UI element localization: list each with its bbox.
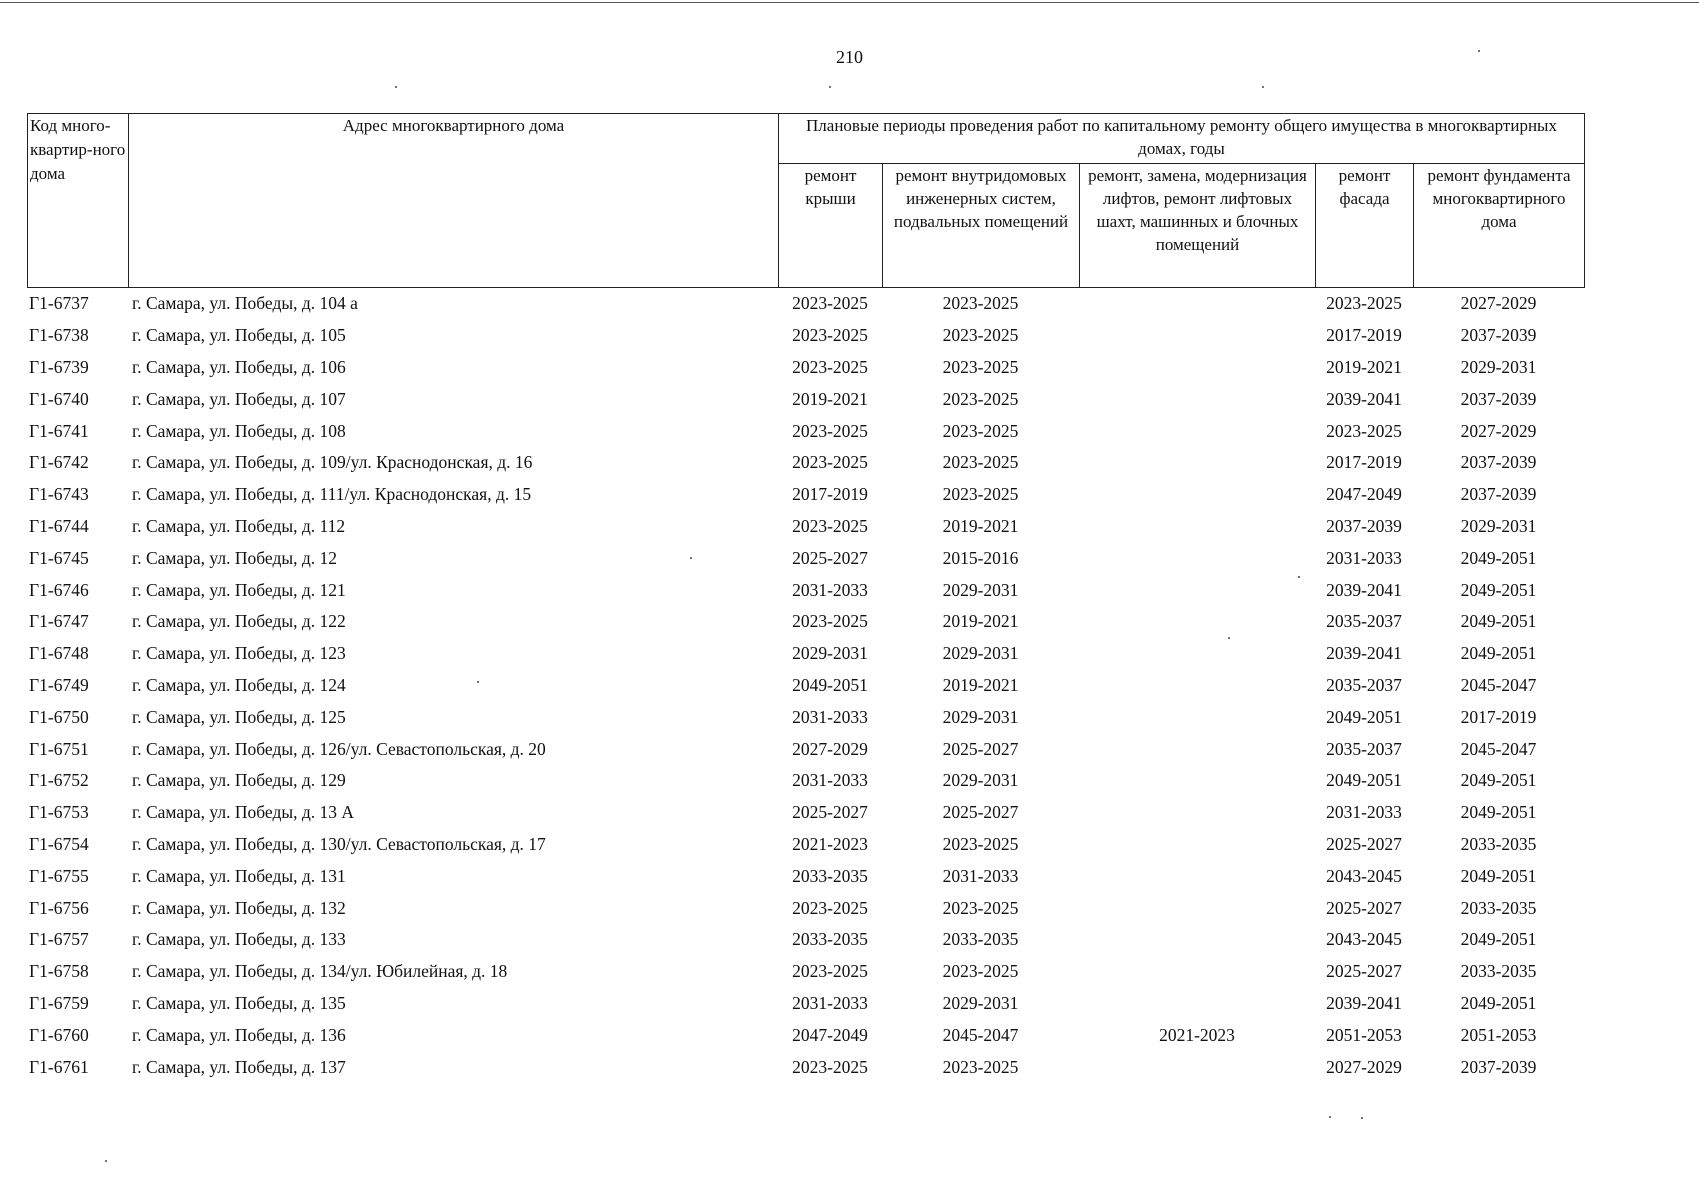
cell-code: Г1-6758 [29,961,89,982]
cell-address: г. Самара, ул. Победы, д. 122 [132,611,346,632]
cell-address: г. Самара, ул. Победы, д. 126/ул. Севастопольская, д. 20 [132,738,546,759]
table-row [27,415,1584,447]
cell-facade: 2039-2041 [1326,579,1402,600]
cell-elevators [1079,860,1315,892]
cell-engineering: 2023-2025 [942,293,1019,314]
cell-address: г. Самара, ул. Победы, д. 121 [132,579,346,600]
table-row [27,860,1584,892]
cell-elevators [1079,447,1315,479]
cell-elevators [1079,797,1315,829]
cell-roof: 2031-2033 [792,706,868,727]
table-row [27,797,1584,829]
cell-facade: 2023-2025 [1326,420,1402,441]
cell-roof: 2031-2033 [792,579,868,600]
cell-foundation: 2049-2051 [1460,802,1537,823]
cell-foundation: 2027-2029 [1460,420,1537,441]
table-row [27,924,1584,956]
cell-facade: 2017-2019 [1326,452,1402,473]
cell-foundation: 2049-2051 [1460,611,1537,632]
cell-engineering: 2023-2025 [942,484,1019,505]
cell-roof: 2023-2025 [792,325,868,346]
cell-address: г. Самара, ул. Победы, д. 109/ул. Краснодонская, д. 16 [132,452,533,473]
cell-foundation: 2037-2039 [1460,452,1537,473]
scan-top-border [0,2,1699,3]
cell-code: Г1-6744 [29,515,89,536]
cell-foundation: 2049-2051 [1460,643,1537,664]
cell-elevators [1079,701,1315,733]
cell-elevators [1079,1051,1315,1083]
cell-code: Г1-6747 [29,611,89,632]
cell-roof: 2047-2049 [792,1024,868,1045]
cell-address: г. Самара, ул. Победы, д. 106 [132,356,346,377]
cell-foundation: 2033-2035 [1460,961,1537,982]
cell-facade: 2017-2019 [1326,325,1402,346]
cell-facade: 2035-2037 [1326,611,1402,632]
cell-engineering: 2025-2027 [942,738,1019,759]
cell-foundation: 2049-2051 [1460,992,1537,1013]
cell-code: Г1-6741 [29,420,89,441]
table-row [27,1019,1584,1051]
cell-code: Г1-6760 [29,1024,89,1045]
cell-facade: 2027-2029 [1326,1056,1402,1077]
cell-code: Г1-6759 [29,992,89,1013]
cell-engineering: 2033-2035 [942,929,1019,950]
cell-foundation: 2049-2051 [1460,865,1537,886]
table-row [27,383,1584,415]
cell-elevators [1079,670,1315,702]
header-periods-group: Плановые периоды проведения работ по капитальному ремонту общего имущества в многоквартирных домах, годы [779,114,1585,164]
cell-elevators [1079,829,1315,861]
header-address: Адрес многоквартирного дома [129,114,779,288]
cell-foundation: 2049-2051 [1460,929,1537,950]
cell-roof: 2033-2035 [792,865,868,886]
cell-foundation: 2033-2035 [1460,897,1537,918]
cell-engineering: 2019-2021 [942,611,1019,632]
cell-roof: 2023-2025 [792,515,868,536]
cell-engineering: 2029-2031 [942,770,1019,791]
cell-address: г. Самара, ул. Победы, д. 112 [132,515,346,536]
cell-elevators [1079,924,1315,956]
table-row [27,574,1584,606]
cell-roof: 2023-2025 [792,356,868,377]
cell-elevators [1079,574,1315,606]
cell-facade: 2039-2041 [1326,388,1402,409]
cell-roof: 2023-2025 [792,452,868,473]
table-row [27,288,1584,320]
cell-address: г. Самара, ул. Победы, д. 130/ул. Севастопольская, д. 17 [132,833,546,854]
cell-engineering: 2029-2031 [942,579,1019,600]
cell-foundation: 2049-2051 [1460,547,1537,568]
cell-roof: 2027-2029 [792,738,868,759]
cell-engineering: 2029-2031 [942,706,1019,727]
cell-facade: 2039-2041 [1326,992,1402,1013]
cell-address: г. Самара, ул. Победы, д. 104 а [132,293,358,314]
cell-code: Г1-6743 [29,484,89,505]
cell-engineering: 2029-2031 [942,643,1019,664]
cell-roof: 2025-2027 [792,802,868,823]
cell-code: Г1-6754 [29,833,89,854]
table-row [27,479,1584,511]
cell-foundation: 2037-2039 [1460,325,1537,346]
cell-foundation: 2029-2031 [1460,515,1537,536]
table-row [27,447,1584,479]
cell-address: г. Самара, ул. Победы, д. 134/ул. Юбилейная, д. 18 [132,961,508,982]
cell-engineering: 2045-2047 [942,1024,1019,1045]
cell-address: г. Самара, ул. Победы, д. 129 [132,770,346,791]
cell-code: Г1-6755 [29,865,89,886]
cell-code: Г1-6750 [29,706,89,727]
header-code: Код много-квартир-ного дома [28,114,129,288]
cell-roof: 2023-2025 [792,1056,868,1077]
cell-address: г. Самара, ул. Победы, д. 125 [132,706,346,727]
cell-facade: 2049-2051 [1326,706,1402,727]
cell-address: г. Самара, ул. Победы, д. 123 [132,643,346,664]
header-elevators: ремонт, замена, модернизация лифтов, ремонт лифтовых шахт, машинных и блочных помещений [1080,164,1316,288]
cell-roof: 2023-2025 [792,611,868,632]
table-row [27,352,1584,384]
table-row [27,733,1584,765]
header-engineering: ремонт внутридомовых инженерных систем, подвальных помещений [883,164,1080,288]
cell-facade: 2035-2037 [1326,674,1402,695]
cell-code: Г1-6740 [29,388,89,409]
cell-address: г. Самара, ул. Победы, д. 107 [132,388,346,409]
cell-code: Г1-6761 [29,1056,89,1077]
cell-roof: 2029-2031 [792,643,868,664]
cell-facade: 2025-2027 [1326,961,1402,982]
cell-facade: 2025-2027 [1326,897,1402,918]
scan-speck [1262,86,1264,88]
cell-facade: 2019-2021 [1326,356,1402,377]
cell-facade: 2031-2033 [1326,802,1402,823]
table-row [27,829,1584,861]
table-row [27,701,1584,733]
cell-elevators [1079,733,1315,765]
cell-address: г. Самара, ул. Победы, д. 132 [132,897,346,918]
cell-foundation: 2049-2051 [1460,579,1537,600]
cell-address: г. Самара, ул. Победы, д. 136 [132,1024,346,1045]
cell-foundation: 2033-2035 [1460,833,1537,854]
cell-elevators [1079,288,1315,320]
cell-facade: 2023-2025 [1326,293,1402,314]
cell-code: Г1-6745 [29,547,89,568]
cell-code: Г1-6751 [29,738,89,759]
cell-foundation: 2037-2039 [1460,1056,1537,1077]
page-number: 210 [836,47,863,67]
cell-engineering: 2015-2016 [942,547,1019,568]
cell-engineering: 2023-2025 [942,833,1019,854]
cell-elevators [1079,542,1315,574]
cell-engineering: 2023-2025 [942,452,1019,473]
header-foundation: ремонт фундамента многоквартирного дома [1414,164,1585,288]
cell-elevators [1079,383,1315,415]
cell-foundation: 2027-2029 [1460,293,1537,314]
cell-facade: 2047-2049 [1326,484,1402,505]
cell-elevators [1079,638,1315,670]
cell-elevators [1079,765,1315,797]
cell-engineering: 2025-2027 [942,802,1019,823]
scan-speck [105,1160,107,1162]
cell-code: Г1-6748 [29,643,89,664]
cell-engineering: 2023-2025 [942,356,1019,377]
cell-facade: 2049-2051 [1326,770,1402,791]
cell-address: г. Самара, ул. Победы, д. 12 [132,547,338,568]
table-row [27,1051,1584,1083]
cell-code: Г1-6737 [29,293,89,314]
cell-roof: 2019-2021 [792,388,868,409]
cell-engineering: 2019-2021 [942,674,1019,695]
cell-elevators [1079,352,1315,384]
cell-elevators [1079,511,1315,543]
cell-engineering: 2023-2025 [942,1056,1019,1077]
cell-engineering: 2023-2025 [942,420,1019,441]
cell-roof: 2021-2023 [792,833,868,854]
cell-address: г. Самара, ул. Победы, д. 131 [132,865,346,886]
cell-roof: 2017-2019 [792,484,868,505]
cell-facade: 2043-2045 [1326,865,1402,886]
cell-address: г. Самара, ул. Победы, д. 108 [132,420,346,441]
cell-elevators [1079,479,1315,511]
scan-speck [1329,1116,1331,1118]
cell-facade: 2051-2053 [1326,1024,1402,1045]
cell-engineering: 2019-2021 [942,515,1019,536]
cell-engineering: 2031-2033 [942,865,1019,886]
cell-address: г. Самара, ул. Победы, д. 13 А [132,802,355,823]
table-row [27,542,1584,574]
table-row [27,606,1584,638]
cell-facade: 2043-2045 [1326,929,1402,950]
cell-code: Г1-6757 [29,929,89,950]
cell-code: Г1-6753 [29,802,89,823]
cell-foundation: 2045-2047 [1460,738,1537,759]
cell-address: г. Самара, ул. Победы, д. 133 [132,929,346,950]
cell-roof: 2023-2025 [792,420,868,441]
cell-foundation: 2029-2031 [1460,356,1537,377]
cell-facade: 2031-2033 [1326,547,1402,568]
cell-engineering: 2023-2025 [942,325,1019,346]
cell-address: г. Самара, ул. Победы, д. 135 [132,992,346,1013]
cell-address: г. Самара, ул. Победы, д. 124 [132,674,346,695]
cell-elevators [1079,320,1315,352]
cell-roof: 2025-2027 [792,547,868,568]
table-row [27,765,1584,797]
table-row [27,892,1584,924]
table-row [27,638,1584,670]
cell-address: г. Самара, ул. Победы, д. 111/ул. Краснодонская, д. 15 [132,484,532,505]
cell-roof: 2023-2025 [792,293,868,314]
cell-code: Г1-6738 [29,325,89,346]
cell-address: г. Самара, ул. Победы, д. 105 [132,325,346,346]
cell-foundation: 2037-2039 [1460,388,1537,409]
cell-elevators: 2021-2023 [1159,1024,1235,1045]
cell-foundation: 2049-2051 [1460,770,1537,791]
cell-foundation: 2037-2039 [1460,484,1537,505]
scan-speck [1361,1117,1363,1119]
table-row [27,956,1584,988]
cell-code: Г1-6756 [29,897,89,918]
header-roof: ремонт крыши [779,164,883,288]
table-row [27,511,1584,543]
cell-facade: 2037-2039 [1326,515,1402,536]
cell-roof: 2033-2035 [792,929,868,950]
cell-foundation: 2017-2019 [1460,706,1537,727]
cell-elevators [1079,956,1315,988]
cell-engineering: 2029-2031 [942,992,1019,1013]
cell-facade: 2025-2027 [1326,833,1402,854]
cell-foundation: 2045-2047 [1460,674,1537,695]
table-row [27,320,1584,352]
cell-address: г. Самара, ул. Победы, д. 137 [132,1056,346,1077]
cell-roof: 2049-2051 [792,674,868,695]
cell-code: Г1-6749 [29,674,89,695]
table-row [27,670,1584,702]
cell-roof: 2031-2033 [792,770,868,791]
table-rows [27,288,1584,1083]
cell-facade: 2035-2037 [1326,738,1402,759]
cell-elevators [1079,415,1315,447]
table-body [27,288,1584,1083]
scan-speck [1478,50,1480,52]
cell-code: Г1-6739 [29,356,89,377]
cell-code: Г1-6742 [29,452,89,473]
table-header [27,113,1585,288]
cell-elevators [1079,892,1315,924]
cell-roof: 2023-2025 [792,897,868,918]
cell-roof: 2023-2025 [792,961,868,982]
scan-speck [829,86,831,88]
scan-speck [395,86,397,88]
cell-code: Г1-6752 [29,770,89,791]
cell-foundation: 2051-2053 [1460,1024,1537,1045]
cell-facade: 2039-2041 [1326,643,1402,664]
cell-code: Г1-6746 [29,579,89,600]
header-facade: ремонт фасада [1316,164,1414,288]
cell-elevators [1079,606,1315,638]
cell-roof: 2031-2033 [792,992,868,1013]
cell-engineering: 2023-2025 [942,897,1019,918]
cell-engineering: 2023-2025 [942,388,1019,409]
cell-elevators [1079,988,1315,1020]
table-row [27,988,1584,1020]
cell-engineering: 2023-2025 [942,961,1019,982]
